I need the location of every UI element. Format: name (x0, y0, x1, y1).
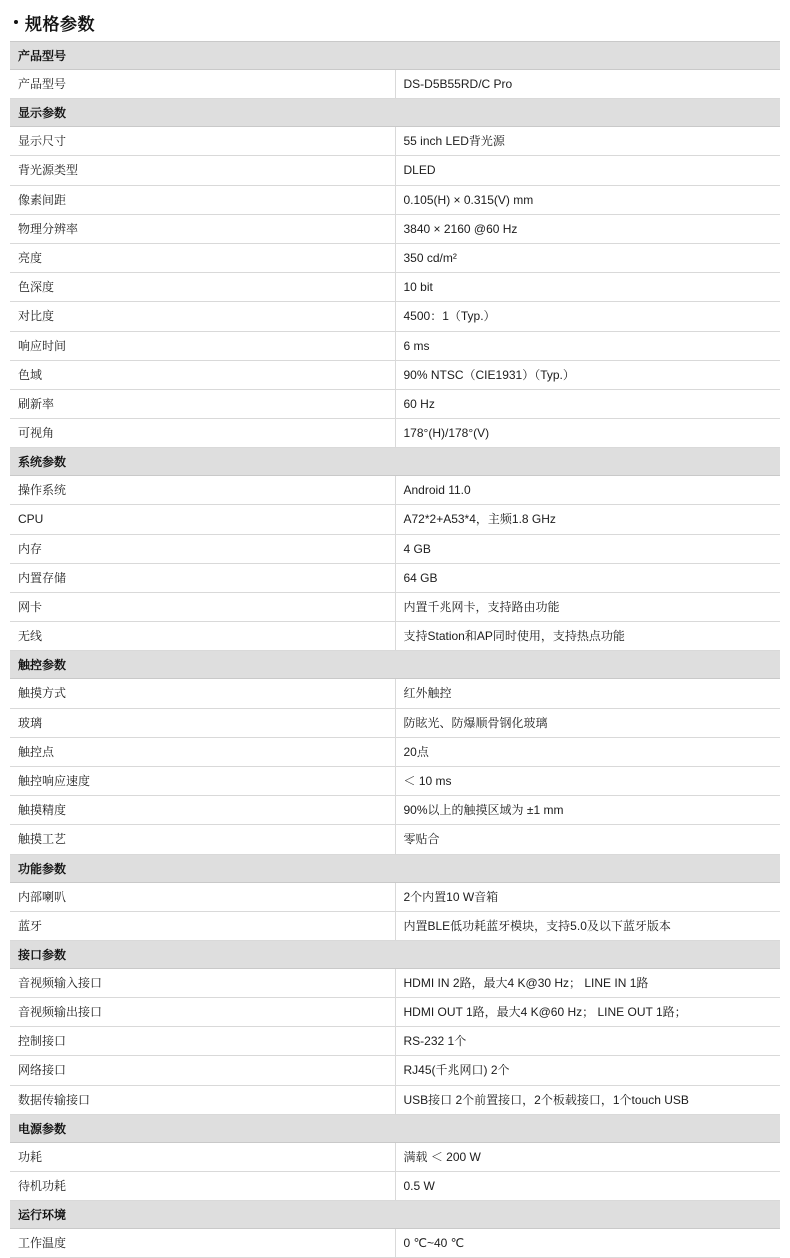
spec-table (10, 41, 780, 1258)
table-row (10, 882, 780, 911)
spec-value: 4500：1（Typ.） (395, 302, 780, 331)
spec-value: HDMI IN 2路，最大4 K@30 Hz； LINE IN 1路 (395, 968, 780, 997)
spec-key: 响应时间 (10, 331, 395, 360)
spec-value: 10 bit (395, 273, 780, 302)
table-row (10, 70, 780, 99)
section-header-row (10, 854, 780, 882)
spec-value: 60 Hz (395, 389, 780, 418)
table-row (10, 127, 780, 156)
spec-table-body (10, 42, 780, 1258)
section-header-row (10, 448, 780, 476)
spec-key: 触摸精度 (10, 796, 395, 825)
section-header-row (10, 1114, 780, 1142)
table-row (10, 593, 780, 622)
table-row (10, 1085, 780, 1114)
spec-value: USB接口 2个前置接口，2个板载接口，1个touch USB (395, 1085, 780, 1114)
table-row (10, 419, 780, 448)
table-row (10, 622, 780, 651)
spec-key: CPU (10, 505, 395, 534)
table-row (10, 708, 780, 737)
spec-value: RS-232 1个 (395, 1027, 780, 1056)
section-header-row (10, 99, 780, 127)
spec-key: 工作温度 (10, 1229, 395, 1258)
spec-key: 显示尺寸 (10, 127, 395, 156)
spec-key: 像素间距 (10, 185, 395, 214)
section-header-label: 接口参数 (10, 940, 780, 968)
bullet-icon (14, 20, 18, 24)
table-row (10, 476, 780, 505)
spec-key: 色深度 (10, 273, 395, 302)
table-row (10, 679, 780, 708)
section-header-row (10, 42, 780, 70)
spec-key: 蓝牙 (10, 911, 395, 940)
spec-value: ＜ 10 ms (395, 766, 780, 795)
spec-key: 音视频输入接口 (10, 968, 395, 997)
spec-value: HDMI OUT 1路，最大4 K@60 Hz； LINE OUT 1路； (395, 998, 780, 1027)
spec-key: 亮度 (10, 243, 395, 272)
spec-key: 触摸工艺 (10, 825, 395, 854)
section-header-label: 运行环境 (10, 1201, 780, 1229)
spec-key: 触控点 (10, 737, 395, 766)
table-row (10, 243, 780, 272)
spec-key: 产品型号 (10, 70, 395, 99)
table-row (10, 302, 780, 331)
section-header-row (10, 651, 780, 679)
section-header-row (10, 940, 780, 968)
spec-value: 6 ms (395, 331, 780, 360)
table-row (10, 737, 780, 766)
table-row (10, 968, 780, 997)
section-header-label: 产品型号 (10, 42, 780, 70)
spec-key: 功耗 (10, 1142, 395, 1171)
spec-value: 零贴合 (395, 825, 780, 854)
table-row (10, 1056, 780, 1085)
table-row (10, 534, 780, 563)
spec-value: RJ45(千兆网口) 2个 (395, 1056, 780, 1085)
spec-value: DS-D5B55RD/C Pro (395, 70, 780, 99)
spec-value: 0.105(H) × 0.315(V) mm (395, 185, 780, 214)
spec-key: 刷新率 (10, 389, 395, 418)
spec-value: 内置BLE低功耗蓝牙模块，支持5.0及以下蓝牙版本 (395, 911, 780, 940)
spec-value: 90%以上的触摸区域为 ±1 mm (395, 796, 780, 825)
table-row (10, 505, 780, 534)
spec-value: 内置千兆网卡，支持路由功能 (395, 593, 780, 622)
spec-key: 内部喇叭 (10, 882, 395, 911)
table-row (10, 273, 780, 302)
spec-value: 350 cd/m² (395, 243, 780, 272)
spec-value: 3840 × 2160 @60 Hz (395, 214, 780, 243)
spec-value: 0.5 W (395, 1172, 780, 1201)
spec-value: A72*2+A53*4，主频1.8 GHz (395, 505, 780, 534)
table-row (10, 389, 780, 418)
table-row (10, 214, 780, 243)
spec-key: 控制接口 (10, 1027, 395, 1056)
table-row (10, 563, 780, 592)
section-header-label: 显示参数 (10, 99, 780, 127)
spec-value: 4 GB (395, 534, 780, 563)
spec-key: 内存 (10, 534, 395, 563)
spec-key: 对比度 (10, 302, 395, 331)
table-row (10, 825, 780, 854)
spec-key: 玻璃 (10, 708, 395, 737)
section-header-label: 功能参数 (10, 854, 780, 882)
table-row (10, 1172, 780, 1201)
spec-value: 55 inch LED背光源 (395, 127, 780, 156)
page-title-text: 规格参数 (25, 15, 95, 34)
spec-key: 触摸方式 (10, 679, 395, 708)
spec-value: 0 ℃~40 ℃ (395, 1229, 780, 1258)
spec-key: 内置存储 (10, 563, 395, 592)
spec-key: 可视角 (10, 419, 395, 448)
spec-key: 色域 (10, 360, 395, 389)
spec-value: 支持Station和AP同时使用，支持热点功能 (395, 622, 780, 651)
table-row (10, 1142, 780, 1171)
spec-value: 防眩光、防爆顺骨钢化玻璃 (395, 708, 780, 737)
table-row (10, 796, 780, 825)
spec-key: 操作系统 (10, 476, 395, 505)
spec-value: 90% NTSC（CIE1931）（Typ.） (395, 360, 780, 389)
spec-value: DLED (395, 156, 780, 185)
table-row (10, 998, 780, 1027)
section-header-label: 电源参数 (10, 1114, 780, 1142)
section-header-row (10, 1201, 780, 1229)
spec-key: 物理分辨率 (10, 214, 395, 243)
spec-key: 触控响应速度 (10, 766, 395, 795)
table-row (10, 1229, 780, 1258)
table-row (10, 911, 780, 940)
spec-value: 64 GB (395, 563, 780, 592)
table-row (10, 766, 780, 795)
section-header-label: 系统参数 (10, 448, 780, 476)
spec-value: 红外触控 (395, 679, 780, 708)
spec-key: 待机功耗 (10, 1172, 395, 1201)
spec-key: 无线 (10, 622, 395, 651)
spec-value: 2个内置10 W音箱 (395, 882, 780, 911)
table-row (10, 331, 780, 360)
table-row (10, 156, 780, 185)
page-title (10, 8, 780, 41)
section-header-label: 触控参数 (10, 651, 780, 679)
spec-key: 网络接口 (10, 1056, 395, 1085)
spec-value: Android 11.0 (395, 476, 780, 505)
spec-key: 背光源类型 (10, 156, 395, 185)
table-row (10, 1027, 780, 1056)
spec-value: 178°(H)/178°(V) (395, 419, 780, 448)
spec-value: 满载 ＜ 200 W (395, 1142, 780, 1171)
spec-key: 数据传输接口 (10, 1085, 395, 1114)
spec-key: 音视频输出接口 (10, 998, 395, 1027)
spec-value: 20点 (395, 737, 780, 766)
table-row (10, 185, 780, 214)
spec-key: 网卡 (10, 593, 395, 622)
table-row (10, 360, 780, 389)
